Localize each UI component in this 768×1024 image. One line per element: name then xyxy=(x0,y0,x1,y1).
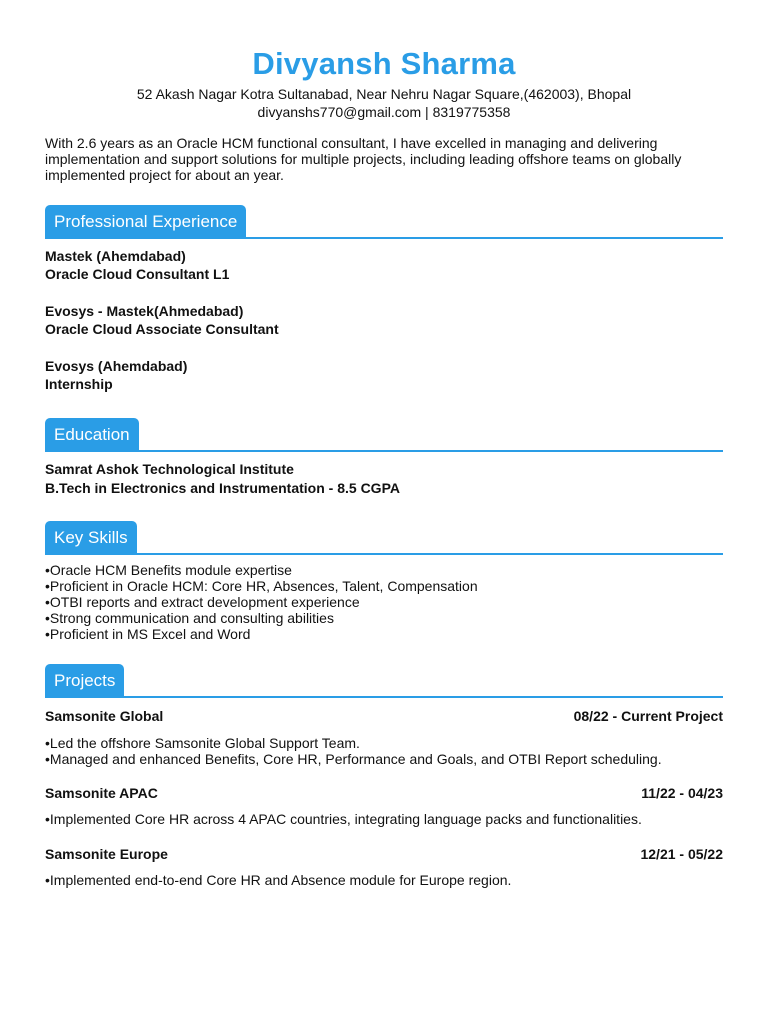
skill-item: • Strong communication and consulting abilities xyxy=(45,610,725,626)
project-bullet: • Implemented Core HR across 4 APAC countries, integrating language packs and functionalities. xyxy=(45,811,725,827)
experience-company: Evosys - Mastek(Ahmedabad) xyxy=(45,303,244,319)
section-title-skills: Key Skills xyxy=(45,521,137,555)
education-section-header xyxy=(45,418,723,452)
project-bullets xyxy=(45,872,725,888)
experience-company: Mastek (Ahemdabad) xyxy=(45,248,186,264)
section-divider xyxy=(45,696,723,698)
project-name: Samsonite Europe xyxy=(45,846,168,862)
section-divider xyxy=(45,237,723,239)
experience-section-header xyxy=(45,205,723,239)
skills-list xyxy=(45,562,725,642)
skills-section-header xyxy=(45,521,723,555)
projects-section-header xyxy=(45,664,723,698)
project-bullet: • Implemented end-to-end Core HR and Absence module for Europe region. xyxy=(45,872,725,888)
education-institute: Samrat Ashok Technological Institute xyxy=(45,461,294,477)
section-divider xyxy=(45,450,723,452)
section-title-experience: Professional Experience xyxy=(45,205,246,239)
project-bullets xyxy=(45,811,725,827)
project-dates: 11/22 - 04/23 xyxy=(641,785,723,801)
profile-summary: With 2.6 years as an Oracle HCM functional consultant, I have excelled in managing and delivering implementation and support solutions for multiple projects, including leading offshore teams on globally implemented project for about an year. xyxy=(45,135,682,183)
skill-item: • Proficient in MS Excel and Word xyxy=(45,626,725,642)
project-bullet: • Managed and enhanced Benefits, Core HR, Performance and Goals, and OTBI Report scheduling. xyxy=(45,751,725,767)
experience-company: Evosys (Ahemdabad) xyxy=(45,358,188,374)
project-bullets xyxy=(45,735,725,767)
experience-role: Oracle Cloud Consultant L1 xyxy=(45,266,230,282)
contact-line: divyanshs770@gmail.com | 8319775358 xyxy=(257,104,511,120)
section-title-projects: Projects xyxy=(45,664,124,698)
project-name: Samsonite Global xyxy=(45,708,164,724)
project-dates: 12/21 - 05/22 xyxy=(640,846,723,862)
project-dates: 08/22 - Current Project xyxy=(573,708,723,724)
section-divider xyxy=(45,553,723,555)
project-name: Samsonite APAC xyxy=(45,785,158,801)
education-degree: B.Tech in Electronics and Instrumentation - 8.5 CGPA xyxy=(45,480,400,496)
skill-item: • OTBI reports and extract development experience xyxy=(45,594,725,610)
experience-role: Internship xyxy=(45,376,113,392)
skill-item: • Oracle HCM Benefits module expertise xyxy=(45,562,725,578)
section-title-education: Education xyxy=(45,418,139,452)
candidate-name: Divyansh Sharma xyxy=(252,46,516,81)
skill-item: • Proficient in Oracle HCM: Core HR, Absences, Talent, Compensation xyxy=(45,578,725,594)
address-line: 52 Akash Nagar Kotra Sultanabad, Near Nehru Nagar Square,(462003), Bhopal xyxy=(136,86,632,102)
project-bullet: • Led the offshore Samsonite Global Support Team. xyxy=(45,735,725,751)
experience-role: Oracle Cloud Associate Consultant xyxy=(45,321,279,337)
